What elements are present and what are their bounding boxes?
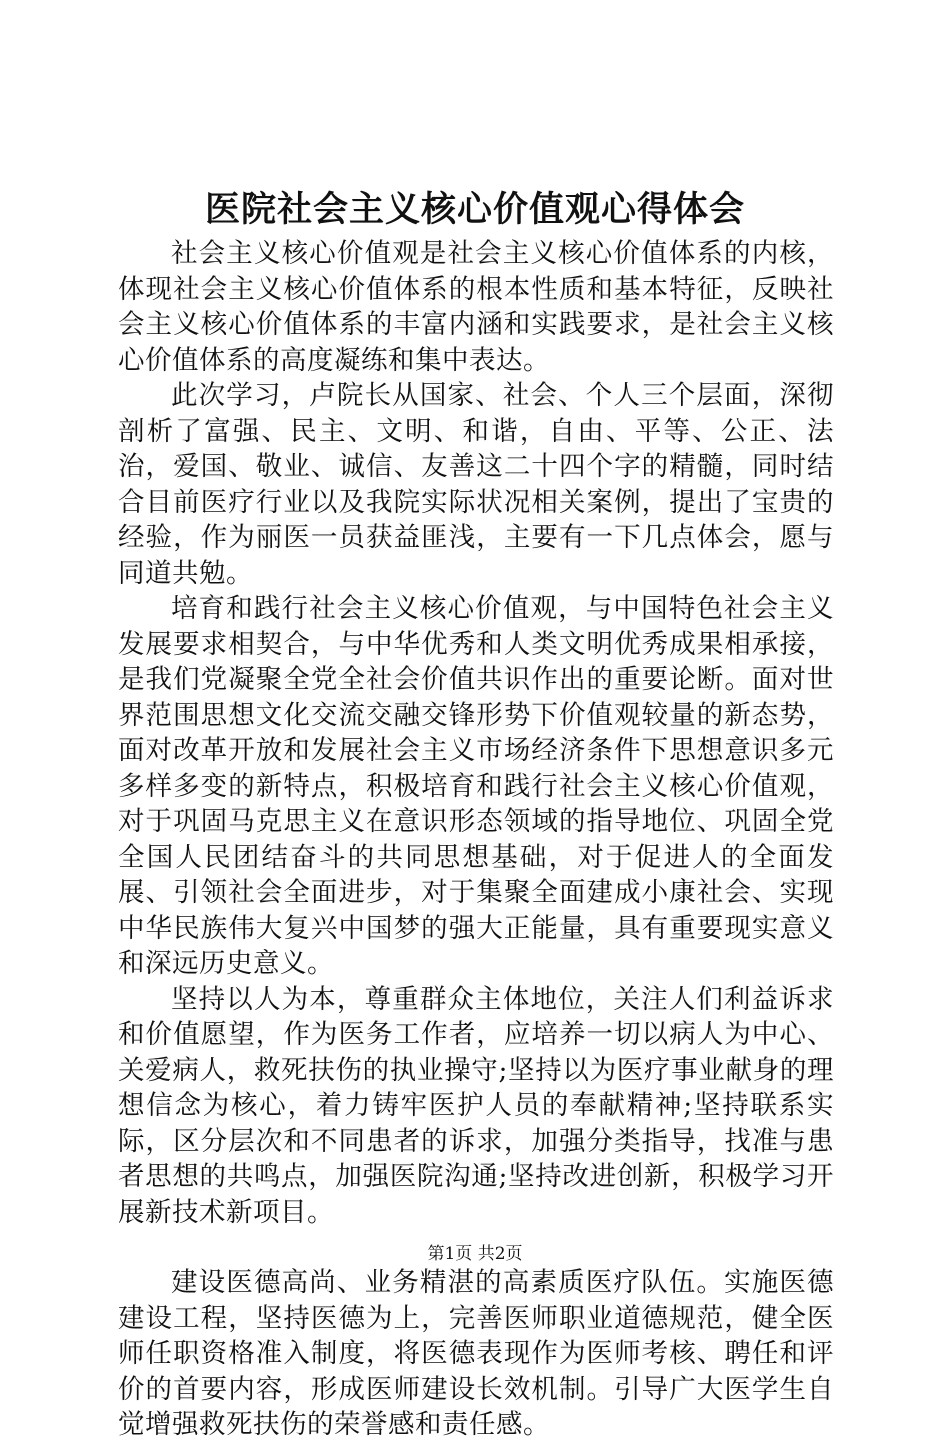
paragraph-3: 培育和践行社会主义核心价值观，与中国特色社会主义发展要求相契合，与中华优秀和人类文明优秀成果相承接，是我们党凝聚全党全社会价值共识作出的重要论断。面对世界范围思想文化交流交融交锋形势下价值观较量的新态势，面对改革开放和发展社会主义市场经济条件下思想意识多元多样多变的新特点，积极培育和践行社会主义核心价值观，对于巩固马克思主义在意识形态领域的指导地位、巩固全党全国人民团结奋斗的共同思想基础，对于促进人的全面发展、引领社会全面进步，对于集聚全面建成小康社会、实现中华民族伟大复兴中国梦的强大正能量，具有重要现实意义和深远历史意义。 bbox=[118, 593, 834, 979]
paragraph-2: 此次学习，卢院长从国家、社会、个人三个层面，深彻剖析了富强、民主、文明、和谐，自由、平等、公正、法治，爱国、敬业、诚信、友善这二十四个字的精髓，同时结合目前医疗行业以及我院实际状况相关案例，提出了宝贵的经验，作为丽医一员获益匪浅，主要有一下几点体会，愿与同道共勉。 bbox=[118, 380, 834, 589]
paragraph-1: 社会主义核心价值观是社会主义核心价值体系的内核，体现社会主义核心价值体系的根本性质和基本特征，反映社会主义核心价值体系的丰富内涵和实践要求，是社会主义核心价值体系的高度凝练和集中表达。 bbox=[118, 238, 834, 376]
paragraph-4: 坚持以人为本，尊重群众主体地位，关注人们利益诉求和价值愿望，作为医务工作者，应培养一切以病人为中心、关爱病人，救死扶伤的执业操守;坚持以为医疗事业献身的理想信念为核心，着力铸牢医护人员的奉献精神;坚持联系实际，区分层次和不同患者的诉求，加强分类指导，找准与患者思想的共鸣点，加强医院沟通;坚持改进创新，积极学习开展新技术新项目。 bbox=[118, 983, 834, 1228]
document-title: 医院社会主义核心价值观心得体会 bbox=[204, 189, 745, 230]
paragraph-5: 建设医德高尚、业务精湛的高素质医疗队伍。实施医德建设工程，坚持医德为上，完善医师职业道德规范，健全医师任职资格准入制度，将医德表现作为医师考核、聘任和评价的首要内容，形成医师建设长效机制。引导广大医学生自觉增强救死扶伤的荣誉感和责任感。 bbox=[118, 1267, 834, 1440]
page-number-footer: 第1页 共2页 bbox=[427, 1244, 523, 1264]
